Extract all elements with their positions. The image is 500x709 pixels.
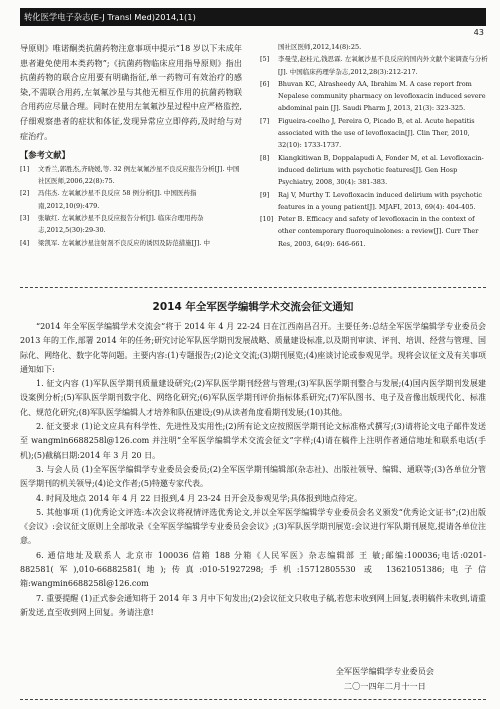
reference-item (20, 163, 242, 188)
reference-item (260, 41, 490, 53)
reference-item (260, 213, 490, 250)
reference-item (20, 237, 242, 249)
reference-item (20, 212, 242, 237)
dashed-divider-bottom (20, 699, 486, 700)
notice-body (20, 320, 486, 620)
notice-paragraph: 3. 与会人员 (1)全军医学编辑学专业委员会委员;(2)全军医学期刊编辑部(杂志社)、出版社领导、编辑、通联等;(3)各单位分管医学期刊的机关领导;(4)论文作者;(5)特邀专家代表。 (20, 464, 486, 489)
reference-number (260, 41, 278, 53)
call-for-papers-notice (20, 299, 486, 620)
reference-text: Peter B. Efficacy and safety of levofloxacin in the context of other contemporary fluoroquinolones: a review[J]. Curr Ther Res, 2003, 64(9): 646-661. (278, 215, 479, 248)
notice-paragraph: 1. 征文内容 (1)军队医学期刊质量建设研究;(2)军队医学期刊经营与管理;(3)军队医学期刊整合与发展;(4)国内医学期刊发展建设案例分析;(5)军队医学期刊数字化、网络化研究;(6)军队医学期刊评价指标体系研究;(7)军队图书、电子及音像出版现代化、标准化、规范化研究;(8)军队医学编辑人才培养和队伍建设;(9)从读者角度看期刊发展;(10)其他。 (20, 379, 486, 417)
reference-item (260, 115, 490, 152)
reference-number: [1] (20, 164, 30, 173)
reference-item (260, 53, 490, 78)
dashed-divider-top (20, 287, 486, 288)
notice-title: 2014 年全军医学编辑学术交流会征文通知 (152, 301, 354, 313)
notice-paragraph: 6. 通信地址及联系人 北京市 100036 信箱 188 分箱《人民军医》杂志编辑部 王 敏;邮编:100036;电话:0201-882581(军),010-66882581(地);传真:010-51927298;手机:15712805530 或 13621051386;电子信箱:wangmin6688258l@126.com (20, 550, 486, 589)
left-column (20, 41, 242, 249)
reference-number: [3] (20, 213, 30, 222)
page-number: 43 (473, 27, 484, 37)
reference-item (260, 152, 490, 189)
notice-signature (336, 664, 434, 693)
reference-number: [4] (20, 238, 30, 247)
reference-text: 冯伟杰. 左氧氟沙星不良反应 58 例分析[J]. 中国医药指南,2012,10(9):479. (38, 189, 197, 210)
signature-organization: 全军医学编辑学专业委员会 (335, 666, 434, 676)
reference-number: [2] (20, 189, 30, 198)
journal-title: 转化医学电子杂志(E-J Transl Med)2014,1(1) (24, 12, 196, 22)
right-column (260, 41, 490, 250)
reference-text: 国社区医师,2012,14(8):25. (278, 43, 362, 51)
reference-list-right (260, 41, 490, 250)
reference-item (260, 78, 490, 115)
reference-number: [7] (260, 116, 270, 125)
notice-paragraph: “2014 年全军医学编辑学术交流会”将于 2014 年 4 月 22-24 日在江西南昌召开。主要任务:总结全军医学编辑学专业委员会 2013 年的工作,部署 2014 年的任务;研究讨论军队医学期刊发展战略、质量建设标准,以及期刊审读、评刊、培训、经营与管理、国际化、网络化、数字化等问题。主要内容:(1)专题报告;(2)论文交流;(3)期刊展览;(4)座谈讨论或参观见学。现将会议征文及有关事项通知如下: (20, 322, 486, 374)
reference-text: Bhuvan KC, Alrasheedy AA, Ibrahim M. A case report from Nepalese community pharmacy on levofloxacin induced severe abdominal pain [J]. Saudi Pharm J, 2013, 21(3): 323-325. (278, 79, 486, 113)
references-heading: 【参考文献】 (20, 150, 70, 161)
notice-paragraph: 7. 重要提醒 (1)正式参会通知将于 2014 年 3 月中下旬发出;(2)会议征文只收电子稿,若您未收到网上回复,表明稿件未收到,请重新发送,直至收到网上回复。务请注意! (20, 593, 486, 617)
reference-text: Raj V, Murthy T. Levofloxacin induced delirium with psychotic features in a young patient[J]. MJAFI, 2013, 69(4): 404-405. (278, 190, 483, 211)
reference-item (260, 189, 490, 214)
reference-text: Kiangkitiwan B, Doppalapudi A, Fonder M, et al. Levofloxacin-induced delirium with psychotic features[J]. Gen Hosp Psychiatry, 2008, 30(4): 381-383. (278, 153, 484, 187)
reference-number: [9] (260, 190, 270, 199)
notice-paragraph: 5. 其他事项 (1)优秀论文评选:本次会议将视情评选优秀论文,并以全军医学编辑学专业委员会名义颁发“优秀论文证书”;(2)出版《会议》:会议征文原则上全部收录《全军医学编辑学专业委员会会议》;(3)军队医学期刊展览:会议进行军队期刊展览,提请各单位注意。 (20, 507, 486, 546)
reference-number: [8] (260, 153, 270, 162)
notice-paragraph: 2. 征文要求 (1)论文应具有科学性、先进性及实用性;(2)所有论文应按照医学期刊论文标准格式撰写;(3)请将论文电子邮件发送至 wangmin6688258l@126.com 并注明“全军医学编辑学术交流会征文”字样;(4)请在稿件上注明作者通信地址和联系电话(手机);(5)截稿日期:2014 年 3 月 20 日。 (20, 422, 486, 460)
reference-text: 梁凯军. 左氧氟沙星注射剂不良反应的诱因及防范措施[J]. 中 (38, 238, 210, 247)
reference-number: [5] (260, 55, 270, 64)
reference-text: 李曼莹,赵桂元,钱思霖. 左氧氟沙星不良反应的国内外文献个案调查与分析[J]. 中国临床药理学杂志,2012,28(3):212-217. (278, 55, 488, 76)
reference-number: [10] (260, 215, 274, 224)
body-paragraph: 导原则》唯诺酮类抗菌药物注意事项中提示“18 岁以下未成年患者避免使用本类药物”;《抗菌药物临床应用指导原则》指出抗菌药物的联合应用要有明确指征,单一药物可有效治疗的感染,不需联合用药,左氧氟沙星与其他无相互作用的抗菌药物联合用药应尽量合理。同时在使用左氧氟沙星过程中应严格监控,仔细观察患者的症状和体征,发现异常应立即停药,及时给与对症治疗。 (20, 43, 242, 141)
running-header (20, 8, 486, 26)
reference-number: [6] (260, 79, 270, 88)
notice-paragraph: 4. 时间及地点 2014 年 4 月 22 日报到,4 月 23-24 日开会及参观见学;具体报到地点待定。 (36, 493, 363, 503)
reference-list-left (20, 163, 242, 249)
reference-text: 文香兰,郭胜杰,齐晓媛,等. 32 例左氧氟沙星不良反应报告分析[J]. 中国社区医师,2006,22(8):75. (38, 164, 240, 186)
reference-item (20, 187, 242, 212)
reference-text: 张敏红. 左氧氟沙星不良反应报告分析[J]. 临床合理用药杂志,2012,5(30):29-30. (38, 213, 204, 235)
reference-text: Figueira-coelho J, Pereira O, Picado B, et al. Acute hepatitis associated with the use of levofloxacin[J]. Clin Ther, 2010, 32(10): 1733-1737. (278, 116, 475, 150)
signature-date: 二〇一四年二月十一日 (343, 680, 426, 691)
